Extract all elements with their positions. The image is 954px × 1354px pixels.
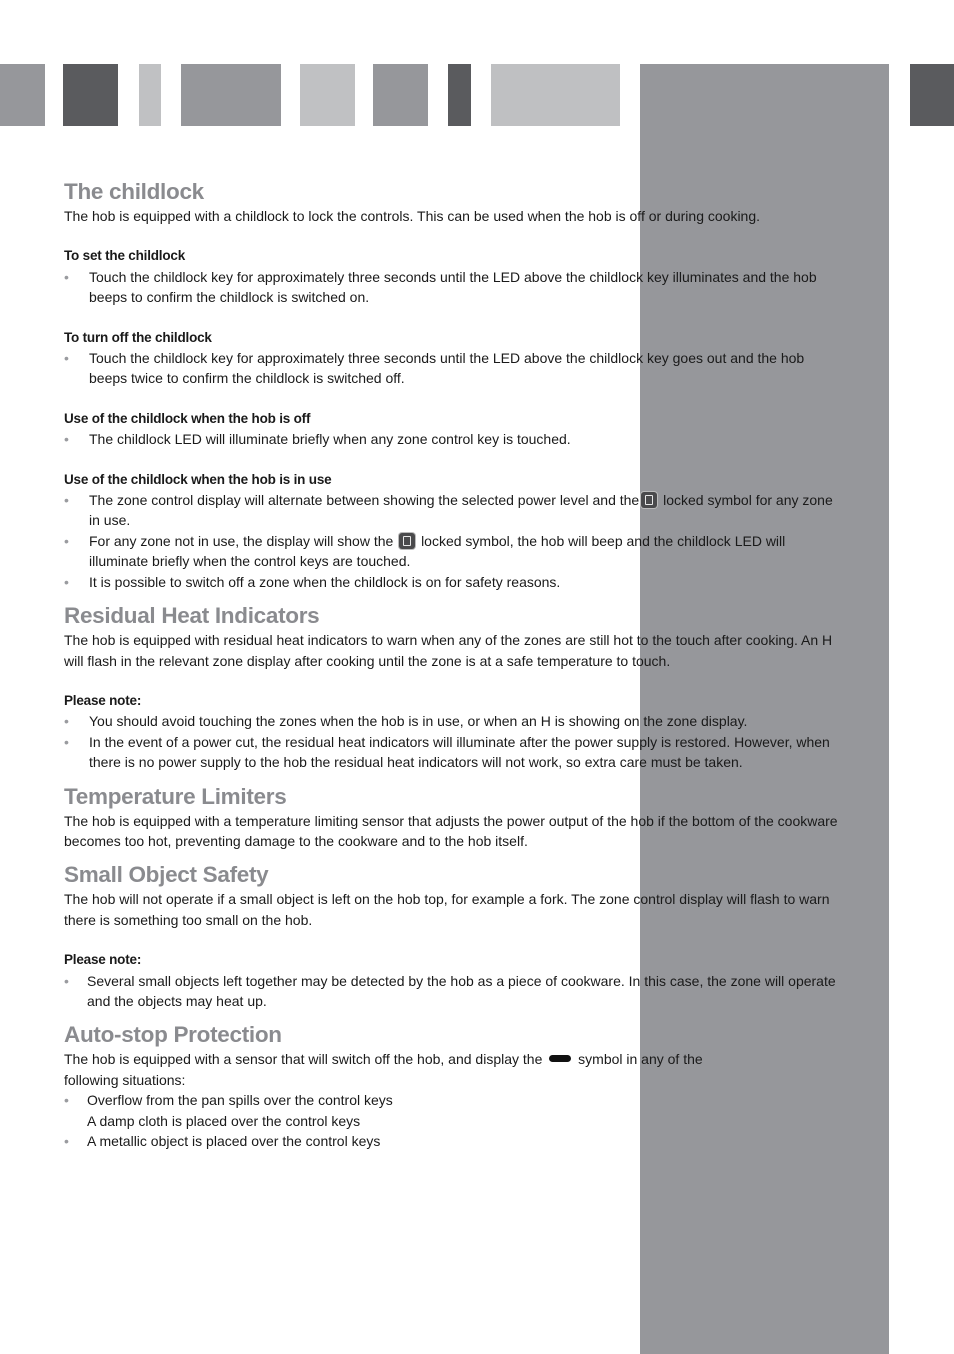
header-bar-8 [491, 64, 620, 126]
page-content [64, 178, 839, 1151]
list-item: A damp cloth is placed over the control keys [87, 1112, 361, 1129]
list-item: • It is possible to switch off a zone when the childlock is on for safety reasons. [64, 573, 561, 590]
temperature-limiters-intro: The hob is equipped with a temperature limiting sensor that adjusts the power output of the hob if the bottom of the cookware becomes too hot, preventing damage to the cookware and to the hob itself. [64, 812, 838, 849]
autostop-list [64, 1090, 839, 1151]
childlock-intro: The hob is equipped with a childlock to lock the controls. This can be used when the hob is off or during cooking. [64, 208, 761, 224]
lock-symbol-icon [399, 533, 415, 549]
header-bar-3 [139, 64, 161, 126]
list-item: • Touch the childlock key for approximately three seconds until the LED above the childlock key goes out and the hob beeps twice to confirm the childlock is switched off. [64, 350, 805, 387]
childlock-heading: The childlock [64, 179, 204, 204]
hob-off-list [64, 429, 839, 449]
residual-heat-heading: Residual Heat Indicators [64, 603, 320, 629]
small-object-note-heading: Please note: [64, 952, 142, 968]
list-item: • Overflow from the pan spills over the control keys [64, 1092, 393, 1109]
list-item: • You should avoid touching the zones when the hob is in use, or when an H is showing on the zone display. [64, 713, 748, 730]
header-bar-9 [910, 64, 954, 126]
residual-note-list [64, 711, 839, 772]
list-item: • For any zone not in use, the display will show the locked symbol, the hob will beep and the childlock LED will illuminate briefly when the control keys are touched. [64, 532, 786, 570]
header-bar-2 [63, 64, 118, 126]
autostop-intro: The hob is equipped with a sensor that will switch off the hob, and display the symbol in any of the following situations: [64, 1051, 703, 1088]
list-item: • The childlock LED will illuminate briefly when any zone control key is touched. [64, 431, 571, 448]
temperature-limiters-heading: Temperature Limiters [64, 783, 287, 809]
list-item: • The zone control display will alternate between showing the selected power level and the locked symbol for any zone in use. [64, 492, 833, 529]
autostop-symbol-icon [549, 1055, 571, 1062]
header-bar-6 [373, 64, 428, 126]
turn-off-childlock-list [64, 348, 839, 389]
set-childlock-heading: To set the childlock [64, 248, 186, 264]
residual-heat-intro: The hob is equipped with residual heat indicators to warn when any of the zones are still hot to the touch after cooking. An H will flash in the relevant zone display after cooking until the zone is at a safe temperature to touch. [64, 632, 833, 669]
list-item: • Several small objects left together may be detected by the hob as a piece of cookware. In this case, the zone will operate and the objects may heat up. [64, 972, 836, 1009]
header-bar-1 [0, 64, 45, 126]
header-bar-4 [181, 64, 281, 126]
list-item: • A metallic object is placed over the control keys [64, 1133, 381, 1149]
autostop-heading: Auto-stop Protection [64, 1022, 282, 1048]
small-object-heading: Small Object Safety [64, 862, 269, 888]
residual-note-heading: Please note: [64, 692, 142, 708]
hob-in-use-list [64, 490, 839, 592]
lock-symbol-icon [641, 492, 657, 508]
list-item: • In the event of a power cut, the residual heat indicators will illuminate after the power supply is restored. However, when there is no power supply to the hob the residual heat indicators will not work, so extra care must be taken. [64, 733, 830, 771]
list-item: • Touch the childlock key for approximately three seconds until the LED above the childlock key illuminates and the hob beeps to confirm the childlock is switched on. [64, 268, 817, 306]
header-bar-5 [300, 64, 355, 126]
turn-off-childlock-heading: To turn off the childlock [64, 329, 212, 345]
hob-off-heading: Use of the childlock when the hob is off [64, 410, 311, 426]
set-childlock-list [64, 267, 839, 308]
hob-in-use-heading: Use of the childlock when the hob is in use [64, 471, 332, 487]
small-object-intro: The hob will not operate if a small object is left on the hob top, for example a fork. The zone control display will flash to warn there is something too small on the hob. [64, 891, 830, 928]
header-bar-7 [448, 64, 471, 126]
small-object-note-list [64, 971, 839, 1012]
